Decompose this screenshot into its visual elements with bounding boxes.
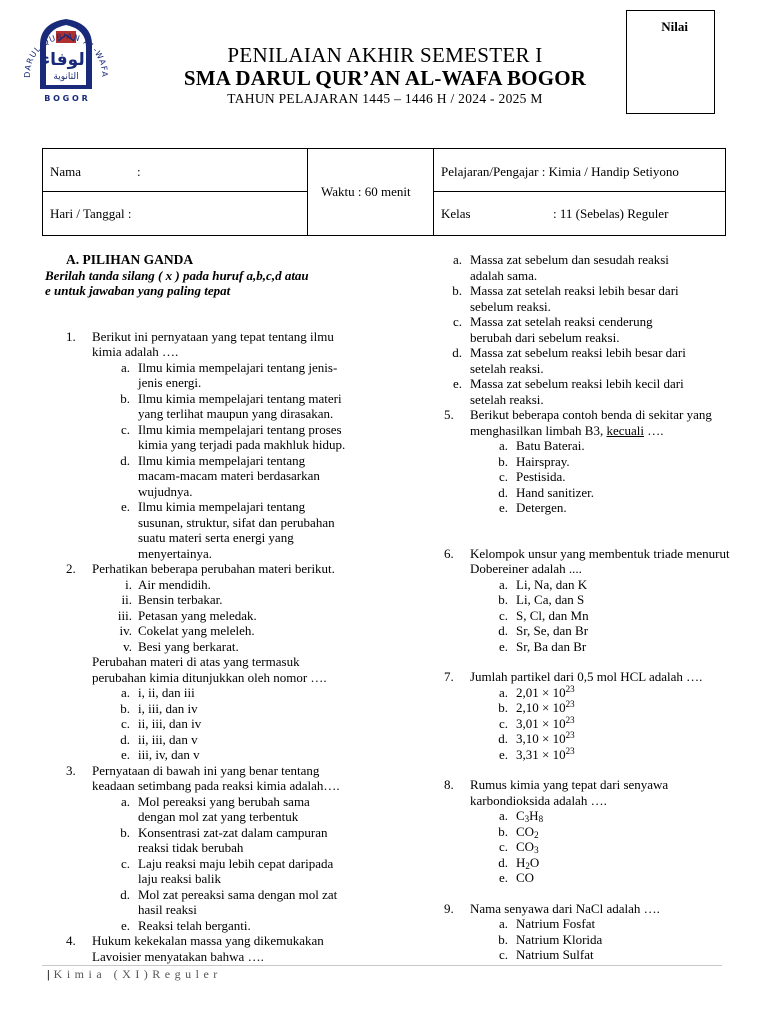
- option-text: yang terlihat maupun yang dirasakan.: [138, 406, 334, 421]
- info-divider: [43, 191, 307, 192]
- option-letter: b.: [498, 453, 508, 469]
- option-letter: b.: [120, 700, 130, 716]
- question-stem: perubahan kimia ditunjukkan oleh nomor ….: [92, 669, 327, 685]
- option-text: sebelum reaksi.: [470, 298, 551, 314]
- formula-part: H: [529, 808, 539, 823]
- question-stem: Berikut beberapa contoh benda di sekitar yang: [470, 407, 712, 422]
- option-text: Pestisida.: [516, 469, 566, 484]
- option-letter: d.: [120, 452, 130, 468]
- q4-option-a[interactable]: [418, 252, 738, 283]
- option-text: reaksi tidak berubah: [138, 840, 244, 855]
- question-number: 3.: [66, 762, 76, 778]
- statement-text: Cokelat yang meleleh.: [138, 623, 255, 638]
- exponent: 23: [565, 745, 575, 756]
- option-letter: c.: [120, 421, 130, 437]
- formula-part: H: [516, 854, 526, 870]
- option-letter: b.: [452, 283, 462, 298]
- option-text: laju reaksi balik: [138, 871, 222, 886]
- option-text: Massa zat sebelum reaksi lebih kecil dari: [470, 376, 684, 391]
- option-letter: b.: [120, 824, 130, 840]
- option-letter: c.: [498, 607, 508, 623]
- option-text: i, ii, dan iii: [138, 685, 195, 700]
- option-text: Massa zat sebelum reaksi lebih besar dari: [470, 345, 686, 360]
- option-letter: d.: [498, 484, 508, 500]
- question-stem: Rumus kimia yang tepat dari senyawa: [470, 777, 669, 792]
- option-text: [516, 855, 738, 871]
- day-date-label: Hari / Tanggal :: [50, 206, 132, 221]
- subscript: 2: [534, 829, 539, 840]
- q4-option-e[interactable]: [418, 376, 738, 407]
- option-text: dengan mol zat yang terbentuk: [138, 809, 299, 824]
- option-text: [516, 700, 738, 716]
- question-number: 7.: [444, 669, 454, 684]
- subscript: 8: [538, 814, 544, 824]
- question-number: 8.: [444, 777, 454, 792]
- option-text: iii, iv, dan v: [138, 747, 200, 762]
- option-letter: b.: [498, 823, 508, 839]
- footer-divider: [42, 965, 722, 966]
- option-letter: a.: [452, 252, 462, 267]
- option-b[interactable]: [470, 592, 738, 608]
- option-a[interactable]: [92, 685, 380, 701]
- option-letter: a.: [120, 359, 130, 375]
- question-number: 1.: [66, 328, 76, 344]
- question-number: 2.: [66, 561, 76, 576]
- option-letter: c.: [452, 314, 462, 329]
- statement-text: Bensin terbakar.: [138, 592, 223, 607]
- option-text: Sr, Ba dan Br: [516, 638, 587, 654]
- option-text: Ilmu kimia mempelajari tentang proses: [138, 421, 342, 437]
- option-b[interactable]: [92, 391, 380, 422]
- option-d[interactable]: [92, 453, 380, 500]
- option-c[interactable]: [92, 716, 380, 732]
- stem-text: menghasilkan limbah B3,: [470, 422, 607, 438]
- option-e[interactable]: [470, 747, 738, 763]
- option-a[interactable]: [92, 360, 380, 391]
- option-text: Detergen.: [516, 500, 567, 515]
- option-b[interactable]: [470, 932, 738, 948]
- option-c[interactable]: [92, 856, 380, 887]
- option-e[interactable]: [470, 870, 738, 886]
- score-box[interactable]: [626, 10, 715, 114]
- exponent: 23: [565, 730, 575, 740]
- option-letter: e.: [120, 747, 130, 762]
- option-text: Ilmu kimia mempelajari tentang: [138, 499, 306, 514]
- info-divider: [433, 191, 725, 192]
- option-letter: c.: [120, 716, 130, 731]
- option-letter: d.: [498, 731, 508, 746]
- option-b[interactable]: [470, 454, 738, 470]
- option-text: wujudnya.: [138, 483, 193, 499]
- option-e[interactable]: [92, 918, 380, 934]
- question-number: 4.: [66, 933, 76, 948]
- option-text: Ilmu kimia mempelajari tentang materi: [138, 390, 342, 406]
- option-text: Hand sanitizer.: [516, 484, 594, 500]
- option-text: Ilmu kimia mempelajari tentang: [138, 452, 306, 468]
- option-text: Hairspray.: [516, 453, 570, 469]
- question-stem: Perubahan materi di atas yang termasuk: [92, 654, 300, 669]
- option-d[interactable]: [470, 855, 738, 871]
- option-text: CO: [516, 870, 535, 885]
- option-text: berubah dari sebelum reaksi.: [470, 329, 620, 345]
- option-d[interactable]: [470, 731, 738, 747]
- name-colon: :: [137, 164, 141, 179]
- option-e[interactable]: [92, 499, 380, 561]
- option-text: suatu materi serta energi yang: [138, 530, 294, 545]
- option-letter: c.: [498, 469, 508, 484]
- formula-part: CO: [516, 823, 535, 839]
- exam-title: [120, 44, 650, 108]
- option-text: setelah reaksi.: [470, 360, 544, 376]
- option-text: ii, iii, dan v: [138, 731, 198, 747]
- option-e[interactable]: [470, 639, 738, 655]
- value-text: 3,31 × 10: [516, 746, 566, 762]
- question-stem: Nama senyawa dari NaCl adalah ….: [470, 900, 660, 916]
- option-a[interactable]: [470, 808, 738, 824]
- title-line-3: TAHUN PELAJARAN 1445 – 1446 H / 2024 - 2025 M: [227, 91, 543, 106]
- option-letter: d.: [498, 623, 508, 638]
- option-b[interactable]: [470, 700, 738, 716]
- question-stem: kimia adalah ….: [92, 344, 179, 359]
- roman-numeral: ii.: [121, 592, 132, 607]
- roman-numeral: v.: [123, 638, 132, 654]
- value-text: 2,01 × 10: [516, 684, 566, 700]
- option-c[interactable]: [470, 947, 738, 963]
- page-footer: [47, 967, 222, 983]
- exponent: 23: [565, 714, 575, 725]
- option-text: [516, 716, 738, 732]
- value-text: 3,01 × 10: [516, 715, 566, 731]
- option-a[interactable]: [470, 577, 738, 593]
- info-divider: [433, 149, 434, 235]
- option-c[interactable]: [470, 469, 738, 485]
- question-stem: keadaan setimbang pada reaksi kimia adalah….: [92, 778, 340, 793]
- option-text: Li, Na, dan K: [516, 576, 588, 592]
- question-stem: Berikut ini pernyataan yang tepat tentang ilmu: [92, 328, 334, 344]
- option-text: Ilmu kimia mempelajari tentang jenis-: [138, 359, 338, 375]
- instruction-line-2: e untuk jawaban yang paling tepat: [45, 283, 231, 298]
- section-title: A. PILIHAN GANDA: [66, 252, 194, 267]
- question-stem: [470, 423, 738, 439]
- class-value: : 11 (Sebelas) Reguler: [553, 206, 669, 221]
- question-4: [40, 933, 380, 964]
- question-1: [40, 329, 380, 562]
- option-text: Massa zat sebelum dan sesudah reaksi: [470, 252, 669, 267]
- option-a[interactable]: [470, 685, 738, 701]
- subscript: 3: [534, 845, 539, 855]
- option-text: Sr, Se, dan Br: [516, 623, 589, 638]
- option-text: Natrium Fosfat: [516, 916, 596, 931]
- option-text: macam-macam materi berdasarkan: [138, 468, 320, 483]
- statement-i: [92, 577, 380, 593]
- footer-text: Kimia (XI)Reguler: [53, 967, 222, 981]
- option-letter: c.: [498, 839, 508, 854]
- option-text: kimia yang terjadi pada makhluk hidup.: [138, 437, 346, 452]
- option-letter: a.: [120, 685, 130, 700]
- student-info-table: [42, 148, 726, 236]
- option-a[interactable]: [92, 794, 380, 825]
- question-5: [418, 407, 738, 516]
- class-label: Kelas: [441, 206, 471, 221]
- right-column: [418, 252, 738, 963]
- option-text: [516, 839, 738, 855]
- option-text: ii, iii, dan iv: [138, 716, 202, 731]
- option-text: Natrium Klorida: [516, 931, 603, 947]
- option-e[interactable]: [92, 747, 380, 763]
- value-text: 3,10 × 10: [516, 731, 566, 746]
- question-9: [418, 901, 738, 963]
- option-d[interactable]: [92, 887, 380, 918]
- option-letter: b.: [120, 390, 130, 406]
- option-letter: e.: [498, 638, 508, 654]
- statement-iv: [92, 623, 380, 639]
- name-label: Nama: [50, 164, 82, 179]
- exponent: 23: [565, 699, 575, 709]
- logo-arabic-main: الوفاء: [41, 50, 91, 70]
- option-text: hasil reaksi: [138, 902, 197, 917]
- statement-ii: [92, 592, 380, 608]
- option-d[interactable]: [470, 623, 738, 639]
- exponent: 23: [565, 683, 575, 694]
- formula-part: CO: [516, 839, 535, 854]
- option-text: susunan, struktur, sifat dan perubahan: [138, 514, 335, 530]
- option-text: menyertainya.: [138, 545, 212, 561]
- question-stem: Pernyataan di bawah ini yang benar tentang: [92, 762, 320, 778]
- statement-text: Petasan yang meledak.: [138, 607, 257, 623]
- q4-option-d[interactable]: [418, 345, 738, 376]
- option-c[interactable]: [470, 839, 738, 855]
- option-text: [516, 731, 738, 747]
- question-stem: Kelompok unsur yang membentuk triade menurut: [470, 545, 730, 561]
- option-text: [516, 808, 738, 824]
- school-logo: [18, 5, 114, 105]
- question-stem: Lavoisier menyatakan bahwa ….: [92, 948, 264, 964]
- option-letter: b.: [498, 700, 508, 715]
- formula-part: O: [529, 854, 540, 870]
- option-text: setelah reaksi.: [470, 391, 544, 407]
- option-letter: a.: [120, 793, 130, 809]
- option-text: S, Cl, dan Mn: [516, 607, 589, 623]
- option-letter: c.: [120, 855, 130, 871]
- stem-emphasis: kecuali: [606, 422, 645, 438]
- option-letter: a.: [498, 684, 508, 700]
- option-letter: d.: [120, 886, 130, 902]
- option-c[interactable]: [470, 608, 738, 624]
- option-letter: d.: [498, 854, 508, 870]
- question-number: 6.: [444, 545, 454, 561]
- formula-part: C: [516, 808, 525, 823]
- option-d[interactable]: [470, 485, 738, 501]
- statement-iii: [92, 608, 380, 624]
- question-3: [40, 763, 380, 934]
- question-stem: Jumlah partikel dari 0,5 mol HCL adalah ….: [470, 669, 703, 684]
- option-d[interactable]: [92, 732, 380, 748]
- subscript: 2: [525, 860, 530, 871]
- option-text: i, iii, dan iv: [138, 700, 198, 716]
- question-stem: Hukum kekekalan massa yang dikemukakan: [92, 933, 324, 948]
- duration-label: Waktu : 60 menit: [321, 184, 411, 199]
- option-letter: a.: [498, 576, 508, 592]
- option-letter: e.: [498, 870, 508, 885]
- instruction-line-1: Berilah tanda silang ( x ) pada huruf a,b,c,d atau: [45, 267, 309, 283]
- option-text: Li, Ca, dan S: [516, 592, 585, 607]
- option-text: Massa zat setelah reaksi cenderung: [470, 314, 653, 329]
- option-text: Natrium Sulfat: [516, 947, 594, 962]
- option-c[interactable]: [92, 422, 380, 453]
- option-text: [516, 824, 738, 840]
- logo-arabic-sub: الثانوية: [53, 72, 79, 82]
- option-text: Laju reaksi maju lebih cepat daripada: [138, 855, 334, 871]
- title-line-2: SMA DARUL QUR’AN AL-WAFA BOGOR: [183, 66, 587, 90]
- info-divider: [307, 149, 308, 235]
- option-text: Reaksi telah berganti.: [138, 917, 251, 933]
- option-letter: d.: [452, 345, 462, 360]
- option-text: [516, 747, 738, 763]
- option-letter: c.: [498, 947, 508, 962]
- logo-arc-text: DARUL QUR'AN AL-WAFA: [22, 31, 110, 78]
- q4-option-b[interactable]: [418, 283, 738, 314]
- option-letter: e.: [498, 746, 508, 762]
- option-letter: a.: [498, 916, 508, 931]
- option-text: [516, 685, 738, 701]
- question-number: 5.: [444, 407, 454, 422]
- option-letter: e.: [120, 917, 130, 933]
- option-a[interactable]: [470, 438, 738, 454]
- option-b[interactable]: [92, 701, 380, 717]
- roman-numeral: iii.: [117, 607, 132, 623]
- question-7: [418, 669, 738, 762]
- footer-bar: |: [47, 967, 50, 981]
- statement-v: [92, 639, 380, 655]
- statement-text: Besi yang berkarat.: [138, 638, 239, 654]
- roman-numeral: i.: [125, 576, 132, 592]
- statement-text: Air mendidih.: [138, 576, 211, 592]
- option-text: Mol zat pereaksi sama dengan mol zat: [138, 886, 338, 902]
- option-e[interactable]: [470, 500, 738, 516]
- value-text: 2,10 × 10: [516, 700, 566, 715]
- option-text: Batu Baterai.: [516, 438, 585, 453]
- question-6: [418, 546, 738, 655]
- option-text: jenis energi.: [138, 375, 202, 390]
- option-text: Massa zat setelah reaksi lebih besar dari: [470, 283, 679, 298]
- option-letter: e.: [120, 499, 130, 514]
- question-8: [418, 777, 738, 886]
- option-b[interactable]: [470, 824, 738, 840]
- option-letter: e.: [452, 376, 462, 391]
- option-b[interactable]: [92, 825, 380, 856]
- option-letter: c.: [498, 715, 508, 731]
- left-column: [40, 252, 380, 964]
- title-line-1: PENILAIAN AKHIR SEMESTER I: [227, 43, 543, 67]
- question-stem: Perhatikan beberapa perubahan materi berikut.: [92, 561, 335, 576]
- subject-teacher-label: Pelajaran/Pengajar : Kimia / Handip Setiyono: [441, 164, 679, 179]
- option-text: adalah sama.: [470, 267, 538, 283]
- roman-numeral: iv.: [119, 623, 132, 638]
- option-text: Konsentrasi zat-zat dalam campuran: [138, 824, 328, 840]
- option-letter: d.: [120, 731, 130, 747]
- question-stem: karbondioksida adalah ….: [470, 792, 607, 808]
- option-c[interactable]: [470, 716, 738, 732]
- option-letter: b.: [498, 931, 508, 947]
- option-letter: b.: [498, 592, 508, 607]
- option-a[interactable]: [470, 916, 738, 932]
- option-text: Mol pereaksi yang berubah sama: [138, 793, 310, 809]
- option-letter: a.: [498, 438, 508, 453]
- question-number: 9.: [444, 900, 454, 916]
- option-letter: e.: [498, 500, 508, 515]
- option-letter: a.: [498, 808, 508, 823]
- q4-option-c[interactable]: [418, 314, 738, 345]
- question-2: [40, 561, 380, 763]
- stem-text: ….: [644, 422, 664, 438]
- subscript: 3: [524, 814, 530, 824]
- logo-bottom-text: B O G O R: [44, 94, 88, 103]
- score-label: Nilai: [661, 19, 688, 34]
- question-stem: Dobereiner adalah ....: [470, 561, 582, 576]
